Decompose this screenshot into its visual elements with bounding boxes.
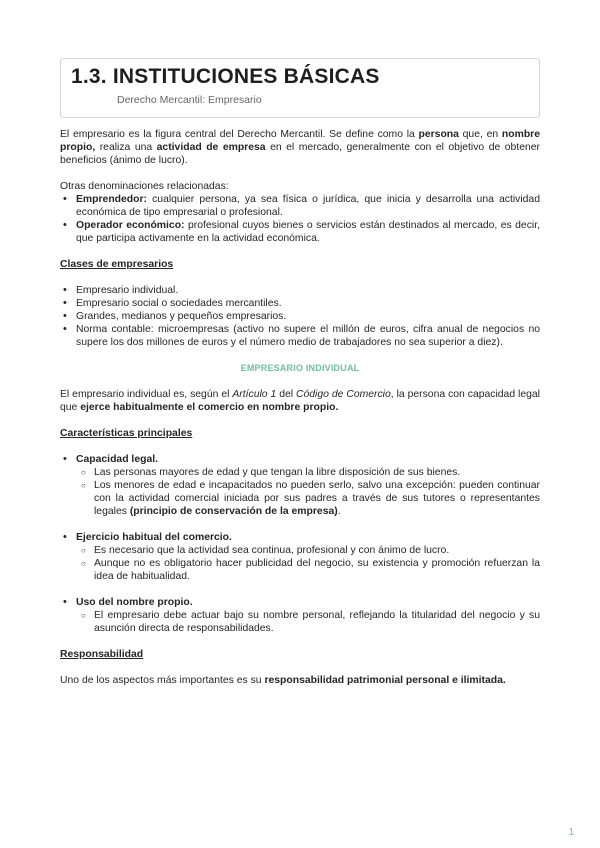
list-item bbox=[76, 596, 540, 635]
list-item bbox=[76, 453, 540, 518]
sub-list-item: ○ El empresario debe actuar bajo su nombre personal, reflejando la titularidad del negocio y su asunción directa de responsabilidades. bbox=[94, 609, 540, 635]
sub-list bbox=[76, 544, 540, 583]
intro-paragraph bbox=[60, 128, 540, 167]
individual-definition bbox=[60, 388, 540, 414]
definition-bold: ejerce habitualmente el comercio en nombre propio. bbox=[80, 402, 339, 413]
intro-text: El empresario es la figura central del Derecho Mercantil. Se define como la bbox=[60, 129, 419, 140]
characteristic-title: Capacidad legal. bbox=[76, 454, 158, 465]
responsibility-paragraph bbox=[60, 674, 540, 687]
term-definition: profesional cuyos bienes o servicios están destinados al mercado, es decir, que participa activamente en la actividad económica. bbox=[76, 220, 540, 244]
sub-list-item bbox=[94, 479, 540, 518]
characteristic-title: Ejercicio habitual del comercio. bbox=[76, 532, 232, 543]
definition-italic: Código de Comercio bbox=[295, 389, 391, 400]
page-title: 1.3. INSTITUCIONES BÁSICAS bbox=[71, 65, 380, 88]
sub-list bbox=[76, 466, 540, 518]
other-names-label: Otras denominaciones relacionadas: bbox=[60, 181, 229, 192]
definition-italic: Artículo 1 bbox=[232, 389, 277, 400]
term-label: Emprendedor: bbox=[76, 194, 148, 205]
exercise-list bbox=[60, 531, 540, 583]
definition-text: El empresario individual es, según el bbox=[60, 389, 233, 400]
sub-text: . bbox=[337, 506, 341, 517]
responsibility-bold: responsabilidad patrimonial personal e ilimitada. bbox=[264, 675, 506, 686]
sub-bold: (principio de conservación de la empresa) bbox=[129, 506, 338, 517]
term-definition: cualquier persona, ya sea física o jurídica, que inicia y desarrolla una actividad económica de tipo empresarial o profesional. bbox=[76, 194, 540, 218]
list-item: • Grandes, medianos y pequeños empresarios. bbox=[76, 310, 540, 323]
sub-list bbox=[76, 609, 540, 635]
characteristic-title: Uso del nombre propio. bbox=[76, 597, 193, 608]
list-item bbox=[76, 219, 540, 245]
list-item bbox=[76, 531, 540, 583]
classes-list bbox=[60, 284, 540, 349]
page-subtitle: Derecho Mercantil: Empresario bbox=[117, 94, 262, 106]
intro-text: en el mercado, generalmente con el objetivo de obtener beneficios (ánimo de lucro). bbox=[60, 142, 541, 166]
intro-text: que, en bbox=[458, 129, 502, 140]
list-item: • Empresario social o sociedades mercantiles. bbox=[76, 297, 540, 310]
list-item bbox=[76, 193, 540, 219]
responsibility-heading: Responsabilidad bbox=[60, 649, 144, 660]
responsibility-text: Uno de los aspectos más importantes es su bbox=[60, 675, 265, 686]
definition-text: del bbox=[276, 389, 296, 400]
term-label: Operador económico: bbox=[76, 220, 185, 231]
characteristics-heading: Características principales bbox=[60, 428, 193, 439]
sub-list-item: ○ Aunque no es obligatorio hacer publicidad del negocio, su existencia y promoción refuerzan la idea de habitualidad. bbox=[94, 557, 540, 583]
individual-heading: EMPRESARIO INDIVIDUAL bbox=[240, 363, 360, 373]
sub-list-item: ○ Las personas mayores de edad y que tengan la libre disposición de sus bienes. bbox=[94, 466, 540, 479]
sub-text: Los menores de edad e incapacitados no pueden serlo, salvo una excepción: pueden continuar con la actividad comercial iniciada por sus padres a través de sus tutores o representantes legales bbox=[94, 480, 540, 517]
definition-text: , la persona con capacidad legal que bbox=[60, 389, 540, 413]
intro-text: realiza una bbox=[95, 142, 157, 153]
other-names-list bbox=[60, 193, 540, 245]
page-number: 1 bbox=[568, 827, 574, 838]
classes-heading: Clases de empresarios bbox=[60, 259, 174, 270]
intro-bold: nombre propio, bbox=[60, 129, 540, 153]
sub-list-item: ○ Es necesario que la actividad sea continua, profesional y con ánimo de lucro. bbox=[94, 544, 540, 557]
capacity-list bbox=[60, 453, 540, 518]
name-use-list bbox=[60, 596, 540, 635]
list-item: • Norma contable: microempresas (activo no supere el millón de euros, cifra anual de negocios no supere los dos millones de euros y el número medio de trabajadores no sea superior a diez). bbox=[76, 323, 540, 349]
title-box bbox=[60, 58, 540, 118]
intro-bold: persona bbox=[418, 129, 459, 140]
list-item: • Empresario individual. bbox=[76, 284, 540, 297]
document-body bbox=[60, 128, 540, 687]
intro-bold: actividad de empresa bbox=[156, 142, 266, 153]
